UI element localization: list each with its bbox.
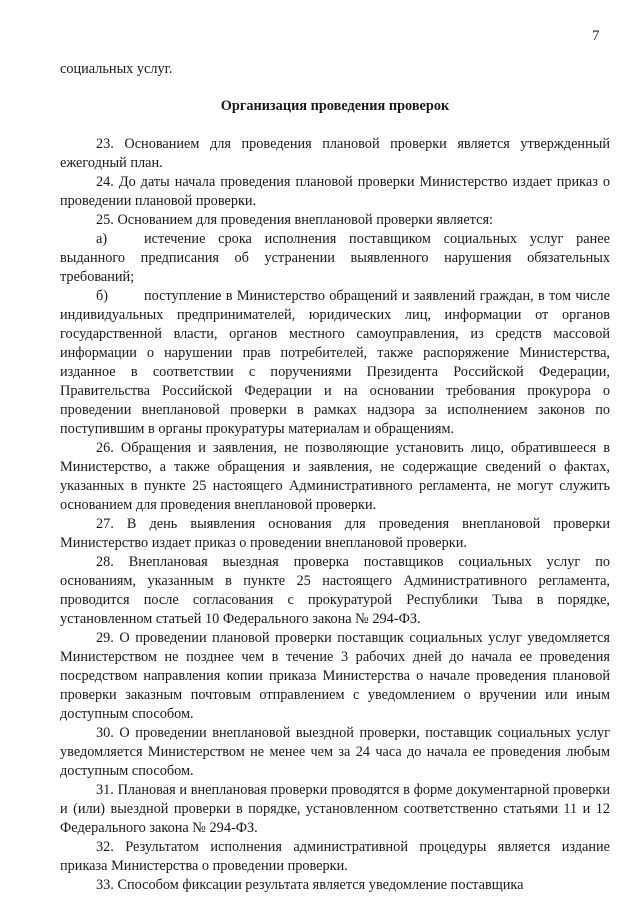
list-marker-a: а)	[96, 231, 108, 247]
continuation-text: социальных услуг.	[60, 61, 173, 77]
list-item-b	[60, 287, 610, 439]
paragraph-27: 27. В день выявления основания для проведения внеплановой проверки Министерство издает приказ о проведении внеплановой проверки.	[60, 516, 610, 551]
list-text-b: поступление в Министерство обращений и заявлений граждан, в том числе индивидуальных предпринимателей, юридических лиц, информации от органов государственной власти, органов местного самоуправления, из средств массовой информации о нарушении прав потребителей, также распоряжение Министерства, изданное в соответствии с поручениями Президента Российской Федерации, Правительства Российской Федерации и на основании требования прокурора о проведении внеплановой проверки в рамках надзора за исполнением законов по поступившим в органы прокуратуры материалам и обращениям.	[60, 288, 610, 437]
paragraph-24: 24. До даты начала проведения плановой проверки Министерство издает приказ о проведении плановой проверки.	[60, 174, 610, 209]
paragraph-32: 32. Результатом исполнения административной процедуры является издание приказа Министерства о проведении проверки.	[60, 839, 610, 874]
section-title: Организация проведения проверок	[220, 98, 450, 114]
paragraph-30: 30. О проведении внеплановой выездной проверки, поставщик социальных услуг уведомляется Министерством не менее чем за 24 часа до начала ее проведения любым доступным способом.	[60, 725, 610, 779]
paragraph-26: 26. Обращения и заявления, не позволяющие установить лицо, обратившееся в Министерство, а также обращения и заявления, не содержащие сведений о фактах, указанных в пункте 25 настоящего Административного регламента, не могут служить основанием для проведения внеплановой проверки.	[60, 440, 610, 513]
list-marker-b: б)	[96, 288, 109, 304]
page-number: 7	[592, 28, 600, 44]
list-item-a	[60, 230, 610, 287]
paragraph-25: 25. Основанием для проведения внеплановой проверки является:	[96, 212, 493, 228]
document-body	[60, 60, 610, 895]
paragraph-28: 28. Внеплановая выездная проверка поставщиков социальных услуг по основаниям, указанным в пункте 25 настоящего Административного регламента, проводится после согласования с прокуратурой Республики Тыва в порядке, установленном статьей 10 Федерального закона № 294-ФЗ.	[60, 554, 610, 627]
list-text-a: истечение срока исполнения поставщиком социальных услуг ранее выданного предписания об устранении выявленного нарушения обязательных требований;	[60, 231, 610, 285]
paragraph-23: 23. Основанием для проведения плановой проверки является утвержденный ежегодный план.	[60, 136, 610, 171]
paragraph-29: 29. О проведении плановой проверки поставщик социальных услуг уведомляется Министерством не позднее чем в течение 3 рабочих дней до начала ее проведения посредством направления копии приказа Министерства о начале проведения плановой проверки заказным почтовым отправлением с уведомлением о вручении или иным доступным способом.	[60, 630, 610, 722]
paragraph-31: 31. Плановая и внеплановая проверки проводятся в форме документарной проверки и (или) выездной проверки в порядке, установленном соответственно статьями 11 и 12 Федерального закона № 294-ФЗ.	[60, 782, 610, 836]
paragraph-33: 33. Способом фиксации результата является уведомление поставщика	[96, 877, 524, 893]
